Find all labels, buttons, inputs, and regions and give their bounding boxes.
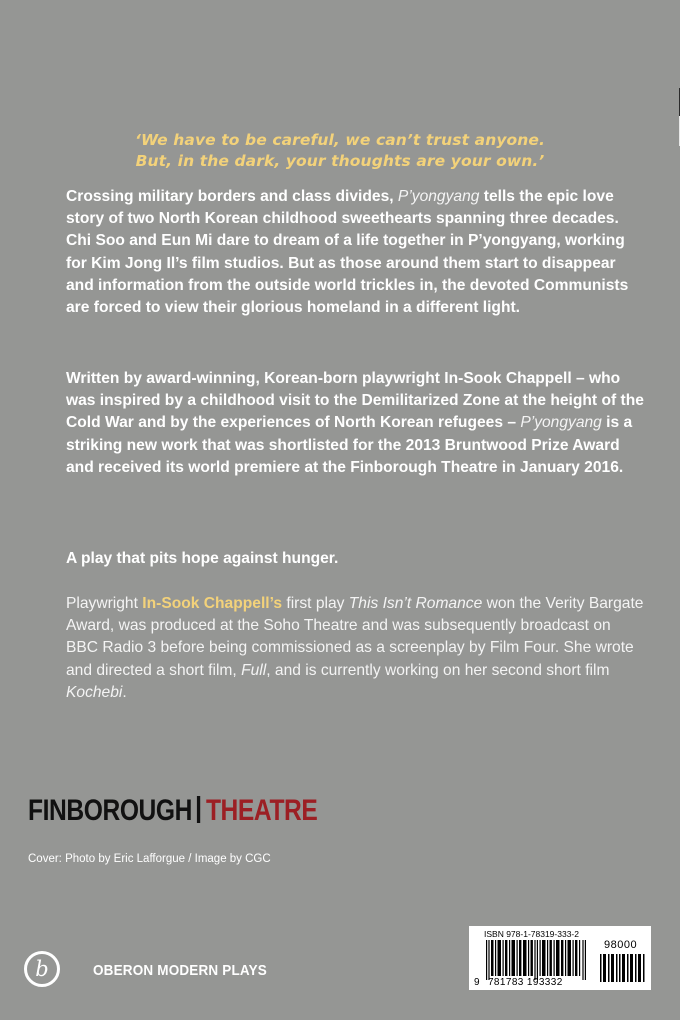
isbn-barcode <box>469 926 651 990</box>
text: Written by award-winning, Korean-born playwright In-Sook Chappell – who was inspired by a childhood visit to the Demilitarized Zone at the height of the Cold War and by the experiences of North Korean refugees – <box>66 370 644 432</box>
blurb-paragraph-1 <box>66 186 646 319</box>
text: is a striking new work that was shortlisted for the 2013 Bruntwood Prize Award and received its world premiere at the Finborough Theatre in January 2016. <box>66 414 633 476</box>
isbn-text: ISBN 978-1-78319-333-2 <box>484 929 579 939</box>
ean-first-digit: 9 <box>474 977 480 988</box>
finborough-theatre-logo <box>28 793 317 829</box>
play-title: P’yongyang <box>520 414 602 432</box>
ean-digits: 781783 193332 <box>487 977 563 988</box>
barcode-bars-icon <box>486 940 586 980</box>
film-title: Kochebi <box>66 683 123 701</box>
text: , and is currently working on her second short film <box>266 661 610 679</box>
logo-finborough: FINBOROUGH <box>28 794 192 827</box>
play-title: This Isn’t Romance <box>348 595 483 612</box>
tagline: A play that pits hope against hunger. <box>66 550 339 567</box>
text: tells the epic love story of two North Korean childhood sweethearts spanning three decades. Chi Soo and Eun Mi dare to dream of a life together in P’yongyang, working for Kim Jong Il’s film studios. But as those around them start to disappear and information from the outside world trickles in, the devoted Communists are forced to view their glorious homeland in a different light. <box>66 188 629 317</box>
pull-quote <box>0 130 680 172</box>
cover-credit: Cover: Photo by Eric Lafforgue / Image by CGC <box>28 853 271 865</box>
logo-theatre: THEATRE <box>205 794 318 827</box>
text: . <box>122 683 127 701</box>
blurb-paragraph-2 <box>66 368 646 479</box>
text: Crossing military borders and class divides, <box>66 188 398 205</box>
text: first play <box>282 595 349 612</box>
film-title: Full <box>241 661 267 679</box>
price-addon-number: 98000 <box>604 939 638 951</box>
oberon-mark: b <box>35 957 49 981</box>
series-name: OBERON MODERN PLAYS <box>93 962 267 979</box>
logo-divider <box>197 796 200 823</box>
author-bio <box>66 593 646 704</box>
pull-quote-line-1: ‘We have to be careful, we can’t trust anyone. <box>134 131 546 149</box>
author-name: In-Sook Chappell’s <box>142 595 283 612</box>
pull-quote-line-2: But, in the dark, your thoughts are your own.’ <box>135 152 545 170</box>
play-title: P’yongyang <box>397 188 480 205</box>
oberon-logo-icon <box>24 951 60 987</box>
text: won the Verity Bargate Award, was produced at the Soho Theatre and was subsequently broadcast on BBC Radio 3 before being commissioned as a screenplay by Film Four. She wrote and directed a short film, <box>66 595 644 679</box>
ean-number <box>474 977 563 988</box>
addon-bars-icon <box>600 954 645 982</box>
text: Playwright <box>66 595 143 612</box>
